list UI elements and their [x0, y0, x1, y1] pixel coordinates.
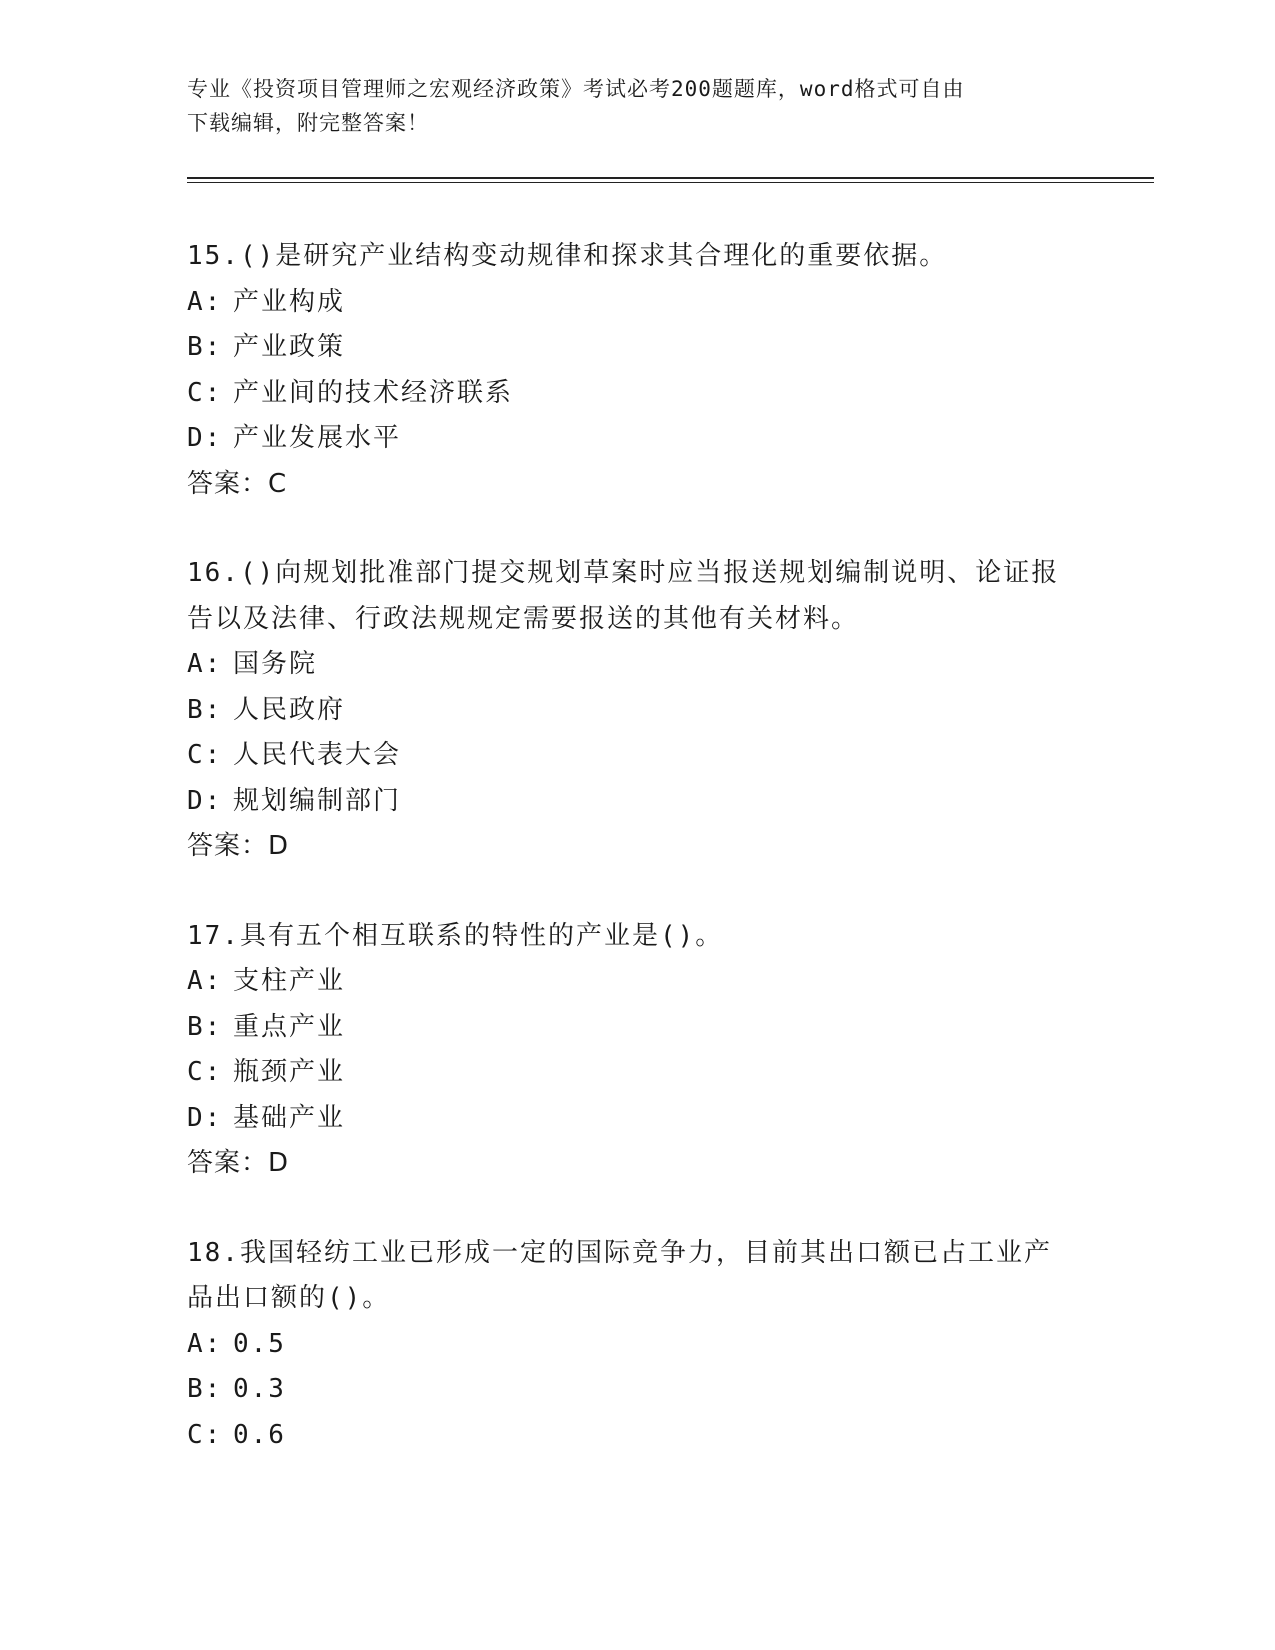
- option-text: 产业发展水平: [233, 423, 402, 453]
- option-c: [187, 1050, 1087, 1096]
- option-text: 产业间的技术经济联系: [233, 377, 514, 408]
- option-label: A:: [187, 1328, 223, 1359]
- option-label: A:: [187, 649, 223, 679]
- option-d: [187, 1096, 1087, 1142]
- option-b: [187, 1005, 1087, 1051]
- option-a: [187, 280, 1087, 326]
- header-line-1: 专业《投资项目管理师之宏观经济政策》考试必考200题题库，word格式可自由: [187, 77, 965, 101]
- option-text: 产业构成: [233, 286, 346, 317]
- option-c: [187, 371, 1087, 417]
- option-b: [187, 688, 1087, 734]
- header-line-2: 下载编辑，附完整答案！: [187, 111, 429, 135]
- option-a: [187, 959, 1087, 1005]
- option-text: 人民政府: [233, 694, 346, 725]
- question-16: [187, 551, 1087, 870]
- answer-line: 答案：D: [187, 1148, 290, 1178]
- question-stem: 15.()是研究产业结构变动规律和探求其合理化的重要依据。: [187, 241, 948, 271]
- question-stem: 17.具有五个相互联系的特性的产业是()。: [187, 920, 724, 951]
- header-divider-thin: [187, 182, 1154, 183]
- option-text: 0.5: [233, 1328, 286, 1359]
- option-label: B:: [187, 1374, 223, 1404]
- option-label: A:: [187, 966, 223, 996]
- option-label: C:: [187, 377, 223, 408]
- option-label: B:: [187, 332, 223, 362]
- option-text: 支柱产业: [233, 966, 346, 996]
- option-text: 产业政策: [233, 332, 346, 362]
- option-label: B:: [187, 694, 223, 725]
- option-text: 重点产业: [233, 1011, 346, 1042]
- option-label: A:: [187, 286, 223, 317]
- option-label: B:: [187, 1011, 223, 1042]
- option-text: 0.3: [233, 1374, 286, 1404]
- option-c: [187, 1413, 1087, 1459]
- option-text: 0.6: [233, 1419, 286, 1450]
- option-label: D:: [187, 423, 223, 453]
- option-text: 基础产业: [233, 1102, 346, 1133]
- option-label: C:: [187, 740, 223, 770]
- option-a: [187, 642, 1087, 688]
- question-stem: 18.我国轻纺工业已形成一定的国际竞争力，目前其出口额已占工业产品出口额的()。: [187, 1237, 1052, 1313]
- question-17: [187, 914, 1087, 1187]
- option-label: C:: [187, 1057, 223, 1087]
- option-label: D:: [187, 1102, 223, 1133]
- option-text: 瓶颈产业: [233, 1057, 346, 1087]
- question-18: [187, 1231, 1087, 1459]
- question-stem: 16.()向规划批准部门提交规划草案时应当报送规划编制说明、论证报告以及法律、行政法规规定需要报送的其他有关材料。: [187, 558, 1060, 634]
- option-label: D:: [187, 785, 223, 816]
- answer-line: 答案：D: [187, 831, 290, 861]
- option-d: [187, 779, 1087, 825]
- option-text: 规划编制部门: [233, 785, 402, 816]
- option-b: [187, 1367, 1087, 1413]
- document-header: [187, 72, 1087, 140]
- option-c: [187, 733, 1087, 779]
- option-b: [187, 325, 1087, 371]
- answer-line: 答案：C: [187, 468, 288, 499]
- question-15: [187, 234, 1087, 507]
- option-a: [187, 1322, 1087, 1368]
- option-label: C:: [187, 1419, 223, 1450]
- option-text: 人民代表大会: [233, 740, 402, 770]
- option-text: 国务院: [233, 649, 318, 679]
- option-d: [187, 416, 1087, 462]
- header-divider-thick: [187, 177, 1154, 179]
- question-list: [187, 234, 1087, 1502]
